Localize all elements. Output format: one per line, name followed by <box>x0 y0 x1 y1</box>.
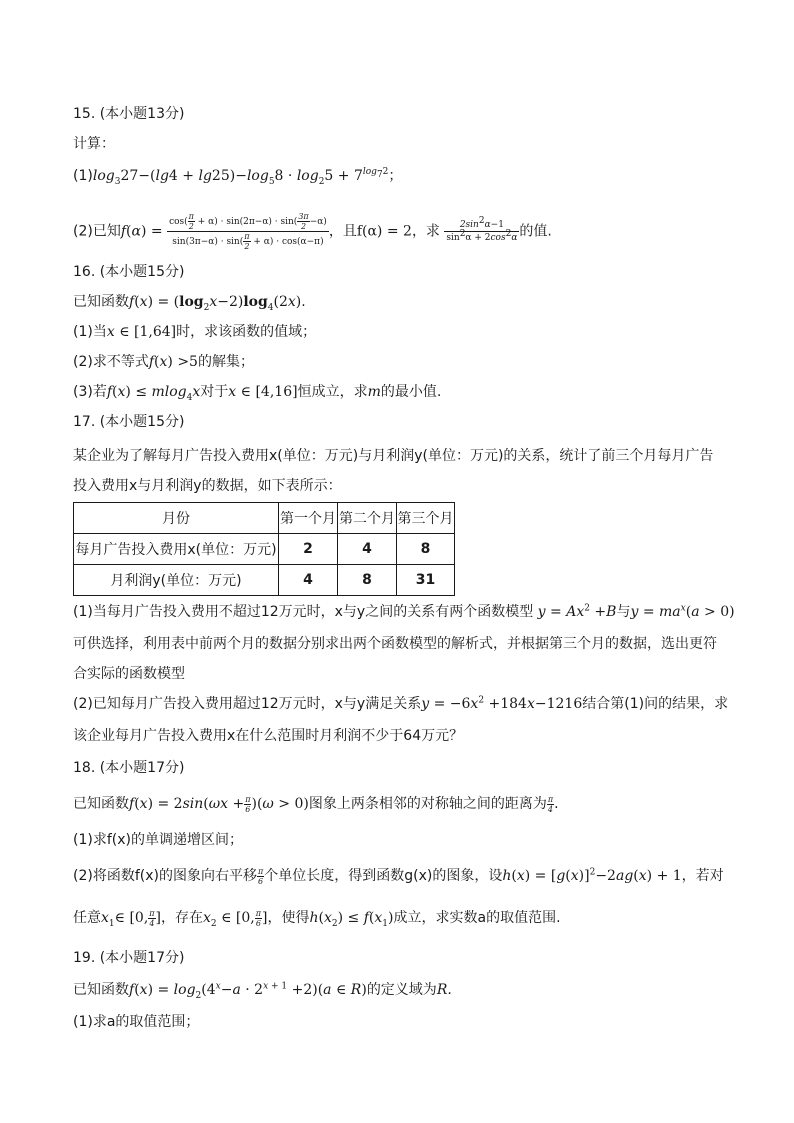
table-header-cell: 第一个月 <box>279 503 338 534</box>
table-row <box>74 565 455 596</box>
q17-p1-l1b: 与 <box>616 604 631 620</box>
q17-part1-line3: 合实际的函数模型 <box>73 666 185 682</box>
q15-fraction-2-den: $\sin^2\alpha + 2\cos^2\alpha$ <box>446 229 518 243</box>
q16-p3-a: (3)若 <box>73 384 107 400</box>
table-cell: 31 <box>397 565 455 596</box>
table-row <box>74 534 455 565</box>
q19-stem-c: R. <box>436 982 452 998</box>
q16-stem-text: 已知函数 <box>73 294 129 310</box>
table-cell: 4 <box>279 565 338 596</box>
q16-stem-end: . <box>301 294 306 310</box>
q18-stem-b: 图象上两条相邻的对称轴之间的距离为 <box>308 796 547 812</box>
q18-p2-l2a: 任意 <box>73 910 101 926</box>
q15-part2-label: (2)已知 <box>73 223 121 240</box>
table-row-label: 月利润y(单位：万元) <box>74 565 279 596</box>
q18-p2-l2b: ，存在 <box>161 910 204 926</box>
q17-part1-line2: 可供选择，利用表中前两个月的数据分别求出两个函数模型的解析式，并根据第三个月的数据，选出更符 <box>73 636 717 652</box>
q15-title: 15. (本小题13分) <box>73 106 185 122</box>
q15-fraction-2 <box>444 216 519 244</box>
table-cell: 8 <box>338 565 397 596</box>
q16-p2-a: (2)求不等式 <box>73 354 149 370</box>
table-cell: 2 <box>279 534 338 565</box>
q18-title: 18. (本小题17分) <box>73 760 185 776</box>
q19-title: 19. (本小题17分) <box>73 950 185 966</box>
table-header-cell: 第三个月 <box>397 503 455 534</box>
q16-p3-c: 恒成立，求 <box>297 384 368 400</box>
q16-part1: (1)当x ∈ [1,64]时，求该函数的值域； <box>73 324 317 340</box>
table-header-cell: 第二个月 <box>338 503 397 534</box>
q16-part2: (2)求不等式f(x) >5的解集； <box>73 354 254 370</box>
q19-stem-a: 已知函数 <box>73 982 129 998</box>
table-row-label: 每月广告投入费用x(单位：万元) <box>74 534 279 565</box>
q15-fraction-1 <box>167 212 329 251</box>
q18-p2-l2d: 成立，求实数a的取值范围. <box>393 910 561 926</box>
q16-p3-interval: [4,16] <box>255 384 298 400</box>
q15-part1-expr: $\log_327-(\lg 4 + \lg 25)-\log_58 \cdot \log_25 + 7^{log_72}$ <box>92 167 389 187</box>
q17-title: 17. (本小题15分) <box>73 414 185 430</box>
q18-p2-l1c: ，若对 <box>681 868 724 884</box>
q16-function: $f(x) = (\log_2x-2)\log_4(2x)$ <box>129 294 302 313</box>
table-row <box>74 503 455 534</box>
q15-fraction-1-den: sin(3π−α) · sin( $\frac{\pi}{2}$ + α) · cos(α−π) <box>172 232 324 251</box>
q19-stem: 已知函数$f(x) = \log_2(4^x-a \cdot 2^{x + 1} +2)(a$ ∈ R)的定义域为R. <box>73 981 452 1001</box>
q15-ask: ，求 <box>411 223 440 240</box>
q16-p1-interval: [1,64] <box>134 324 177 340</box>
q16-part3: (3)若f(x) ≤ mlog$_4$x对于x ∈ [4,16]恒成立，求m的最小值. <box>73 384 442 403</box>
q17-part2-line2: 该企业每月广告投入费用x在什么范围时月利润不少于64万元？ <box>73 728 464 744</box>
q18-part2-line1: (2)将函数f(x)的图象向右平移 $\frac{\pi}{6}$ 个单位长度，得到函数g(x)的图象，设$h(x) = [g(x)]^2-2ag(x) + 1$，若对 <box>73 866 724 886</box>
q15-f-alpha: f <box>120 223 127 240</box>
q19-stem-b: 的定义域为 <box>366 982 437 998</box>
q17-part1-line1: (1)当每月广告投入费用不超过12万元时，x与y之间的关系有两个函数模型 $y = Ax^2 +B$与$y = ma^x(a > 0)$ <box>73 603 735 620</box>
table-header-cell: 月份 <box>74 503 279 534</box>
q18-part2-line2: 任意$x_1\in$ [0, $\frac{\pi}{4}$ ]，存在$x_2$ ∈ [0, $\frac{\pi}{6}$ ]，使得$h(x_2) \le f(x_1)$成立，求实数a的取值范围. <box>73 908 561 929</box>
q17-data-table <box>73 502 455 596</box>
q15-part1-label: (1) <box>73 168 93 184</box>
q15-fraction-2-num: $2\sin^2\alpha-1$ <box>444 219 519 232</box>
q16-p1-b: 时，求该函数的值域； <box>176 324 317 340</box>
q19-part1: (1)求a的取值范围； <box>73 1014 200 1030</box>
q16-p2-b: 的解集； <box>197 354 254 370</box>
q15-intro: 计算： <box>73 136 115 152</box>
q17-p1-l1a: (1)当每月广告投入费用不超过12万元时，x与y之间的关系有两个函数模型 <box>73 604 534 620</box>
q17-stem-line1: 某企业为了解每月广告投入费用x(单位：万元)与月利润y(单位：万元)的关系，统计了前三个月每月广告 <box>73 448 714 464</box>
q15-fraction-1-num: cos( $\frac{\pi}{2}$ + α) · sin(2π−α) · sin( $\frac{3\pi}{2}$ −α) <box>169 212 327 231</box>
q15-end: 的值. <box>519 223 552 240</box>
q15-part2: (2)已知f(α) = cos( $\frac{\pi}{2}$ + α) · sin(2π−α) · sin( $\frac{3\pi}{2}$ −α) sin(3π−α) · sin( $\frac{\pi}{2}$ + α) · cos(α−π) ，且f(α) = 2，求 $\frac{2\sin^2\alpha-1}{\sin^2\alpha + 2\cos^2\alpha}$ 的值. <box>73 212 552 251</box>
q15-cond: f(α) = 2 <box>356 223 412 240</box>
q16-p1-a: (1)当 <box>73 324 107 340</box>
q15-mid: ，且 <box>328 223 357 240</box>
q17-stem-line2: 投入费用x与月利润y的数据，如下表所示： <box>73 478 342 494</box>
table-cell: 4 <box>338 534 397 565</box>
q18-part1: (1)求f(x)的单调递增区间； <box>73 832 243 848</box>
q18-stem-a: 已知函数 <box>73 796 129 812</box>
q16-p3-b: 对于 <box>200 384 229 400</box>
q17-p2-l1a: (2)已知每月广告投入费用超过12万元时，x与y满足关系 <box>73 696 422 712</box>
q18-stem: 已知函数f(x) = 2sin(ωx + $\frac{\pi}{6}$ )(ω > 0)图象上两条相邻的对称轴之间的距离为 $\frac{\pi}{4}$ . <box>73 794 559 814</box>
q17-part2-line1: (2)已知每月广告投入费用超过12万元时，x与y满足关系$y = -6x^2 +184x-1216$结合第(1)问的结果，求 <box>73 695 729 712</box>
q15-part1 <box>73 166 402 186</box>
q16-stem <box>73 292 306 312</box>
q18-p2-l2c: ，使得 <box>267 910 310 926</box>
q16-p3-d: 的最小值. <box>380 384 442 400</box>
q18-p2-l1a: (2)将函数f(x)的图象向右平移 <box>73 868 257 884</box>
q17-p2-l1b: 结合第(1)问的结果，求 <box>582 696 729 712</box>
table-cell: 8 <box>397 534 455 565</box>
q18-p2-l1b: 个单位长度，得到函数g(x)的图象，设 <box>264 868 503 884</box>
q15-part1-end: ； <box>388 168 403 184</box>
q16-title: 16. (本小题15分) <box>73 264 185 280</box>
